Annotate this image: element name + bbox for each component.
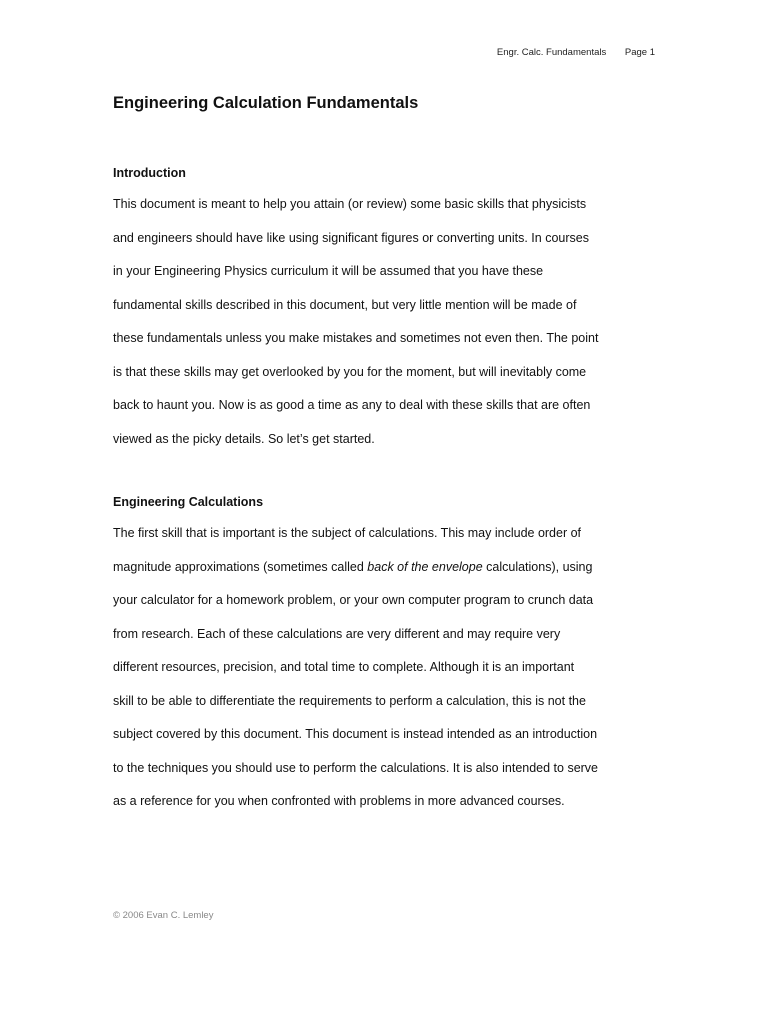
paragraph-line-with-emphasis (113, 560, 658, 594)
paragraph-line: fundamental skills described in this document, but very little mention will be made of (113, 297, 577, 312)
paragraph-engineering-calculations (113, 526, 658, 828)
section-heading-engineering-calculations: Engineering Calculations (113, 495, 264, 509)
paragraph-line: as a reference for you when confronted with problems in more advanced courses. (113, 794, 565, 808)
page-number: Page 1 (624, 47, 655, 58)
paragraph-line: to the techniques you should use to perform the calculations. It is also intended to serve (113, 760, 599, 775)
line-text-after-emphasis: calculations), using (482, 559, 593, 574)
paragraph-line: different resources, precision, and total time to complete. Although it is an important (113, 660, 575, 674)
paragraph-line: from research. Each of these calculations are very different and may require very (113, 626, 561, 641)
paragraph-line: in your Engineering Physics curriculum it will be assumed that you have these (113, 264, 544, 278)
running-title: Engr. Calc. Fundamentals (496, 47, 607, 58)
emphasis-text: back of the envelope (367, 559, 483, 574)
paragraph-line: viewed as the picky details. So let’s get started. (113, 431, 375, 446)
paragraph-introduction (113, 197, 658, 465)
paragraph-line: back to haunt you. Now is as good a time as any to deal with these skills that are often (113, 398, 591, 412)
paragraph-line: subject covered by this document. This document is instead intended as an introduction (113, 727, 598, 741)
line-text-before-emphasis: magnitude approximations (sometimes called (113, 559, 368, 574)
running-header (497, 47, 655, 58)
copyright-footer: © 2006 Evan C. Lemley (113, 910, 214, 921)
paragraph-line: and engineers should have like using significant figures or converting units. In courses (113, 230, 589, 245)
paragraph-line: This document is meant to help you attain (or review) some basic skills that physicists (113, 197, 587, 211)
paragraph-line: skill to be able to differentiate the requirements to perform a calculation, this is not the (113, 693, 586, 708)
section-heading-introduction: Introduction (113, 166, 186, 180)
document-title: Engineering Calculation Fundamentals (113, 94, 419, 112)
paragraph-line: your calculator for a homework problem, or your own computer program to crunch data (113, 593, 594, 607)
paragraph-line: is that these skills may get overlooked by you for the moment, but will inevitably come (113, 364, 587, 379)
paragraph-line: these fundamentals unless you make mistakes and sometimes not even then. The point (113, 331, 599, 345)
paragraph-line: The first skill that is important is the subject of calculations. This may include order of (113, 526, 582, 540)
